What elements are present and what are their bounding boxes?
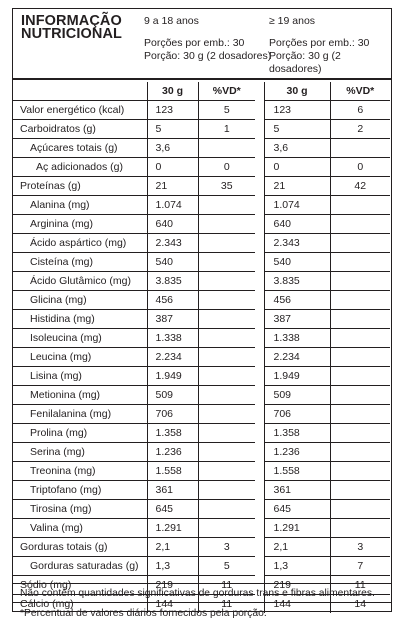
g2-vd: 6 [330, 100, 390, 119]
column-gap [255, 347, 264, 366]
g1-vd [198, 138, 255, 157]
g1-amount: 640 [147, 214, 198, 233]
g2-vd [330, 366, 390, 385]
column-gap [255, 328, 264, 347]
column-gap [255, 252, 264, 271]
g2-vd: 42 [330, 176, 390, 195]
group-portion: Porção: 30 g (2 dosadores) [144, 50, 272, 62]
g1-amount: 361 [147, 480, 198, 499]
g1-amount: 1.358 [147, 423, 198, 442]
nutrient-name: Aç adicionados (g) [13, 157, 147, 176]
g2-amount: 2.234 [264, 347, 330, 366]
nutrient-name: Cálcio (mg) [13, 594, 147, 613]
g1-vd [198, 461, 255, 480]
g1-amount: 1.338 [147, 328, 198, 347]
g1-amount: 540 [147, 252, 198, 271]
table-row [13, 252, 390, 271]
group-servings: Porções por emb.: 30 [269, 37, 370, 49]
column-gap [255, 271, 264, 290]
g1-vd [198, 423, 255, 442]
g2-amount: 706 [264, 404, 330, 423]
g1-vd: 1 [198, 119, 255, 138]
group-servings: Porções por emb.: 30 [144, 37, 245, 49]
table-row [13, 138, 390, 157]
g1-amount: 3.835 [147, 271, 198, 290]
g2-vd [330, 233, 390, 252]
g1-vd: 5 [198, 556, 255, 575]
g2-vd: 7 [330, 556, 390, 575]
g2-amount: 1.291 [264, 518, 330, 537]
g1-vd [198, 252, 255, 271]
column-gap [255, 366, 264, 385]
nutrient-name: Glicina (mg) [13, 290, 147, 309]
g1-vd: 11 [198, 575, 255, 594]
g2-amount: 1,3 [264, 556, 330, 575]
table-row [13, 119, 390, 138]
table-row [13, 214, 390, 233]
nutrient-name: Ácido Glutâmico (mg) [13, 271, 147, 290]
g2-vd [330, 461, 390, 480]
g1-amount: 1.236 [147, 442, 198, 461]
g2-amount: 144 [264, 594, 330, 613]
column-gap [255, 195, 264, 214]
table-row [13, 195, 390, 214]
nutrient-name: Carboidratos (g) [13, 119, 147, 138]
g2-amount: 0 [264, 157, 330, 176]
g2-vd [330, 423, 390, 442]
g2-amount: 1.358 [264, 423, 330, 442]
table-row [13, 404, 390, 423]
nutrient-name: Histidina (mg) [13, 309, 147, 328]
group-age: 9 a 18 anos [144, 15, 199, 27]
g1-amount: 1.949 [147, 366, 198, 385]
g2-vd [330, 404, 390, 423]
nutrient-name: Alanina (mg) [13, 195, 147, 214]
g2-vd [330, 195, 390, 214]
g1-vd [198, 233, 255, 252]
g1-amount: 645 [147, 499, 198, 518]
g2-amount: 2,1 [264, 537, 330, 556]
column-gap [255, 214, 264, 233]
g1-amount: 3,6 [147, 138, 198, 157]
g1-amount: 387 [147, 309, 198, 328]
g2-vd [330, 214, 390, 233]
nutrient-name: Lisina (mg) [13, 366, 147, 385]
g1-amount: 456 [147, 290, 198, 309]
column-gap [255, 176, 264, 195]
nutrient-name: Treonina (mg) [13, 461, 147, 480]
column-gap [255, 100, 264, 119]
g2-vd [330, 385, 390, 404]
table-row [13, 499, 390, 518]
nutrient-name: Fenilalanina (mg) [13, 404, 147, 423]
column-gap [255, 442, 264, 461]
footnote-trans-fat: Não contém quantidades significativas de gorduras trans e fibras alimentares. [13, 583, 391, 603]
column-gap [255, 556, 264, 575]
nutrient-name: Sódio (mg) [13, 575, 147, 594]
title-line-1: INFORMAÇÃO [21, 13, 122, 29]
g2-amount: 509 [264, 385, 330, 404]
g2-amount: 1.949 [264, 366, 330, 385]
g1-vd [198, 347, 255, 366]
nutrient-name: Gorduras totais (g) [13, 537, 147, 556]
g2-vd: 14 [330, 594, 390, 613]
column-gap [255, 385, 264, 404]
g1-vd: 11 [198, 594, 255, 613]
nutrient-name: Valina (mg) [13, 518, 147, 537]
g2-amount: 387 [264, 309, 330, 328]
nutrient-name: Valor energético (kcal) [13, 100, 147, 119]
g2-vd: 0 [330, 157, 390, 176]
g2-vd [330, 518, 390, 537]
g2-amount: 5 [264, 119, 330, 138]
table-row [13, 309, 390, 328]
g1-vd [198, 309, 255, 328]
g1-vd [198, 518, 255, 537]
g2-vd [330, 442, 390, 461]
nutrient-name: Metionina (mg) [13, 385, 147, 404]
g2-vd [330, 499, 390, 518]
table-row [13, 366, 390, 385]
column-gap [255, 480, 264, 499]
group-header-19-plus [269, 15, 391, 76]
nutrient-name: Tirosina (mg) [13, 499, 147, 518]
g1-amount: 2,1 [147, 537, 198, 556]
g2-vd [330, 138, 390, 157]
nutrient-name: Açúcares totais (g) [13, 138, 147, 157]
column-gap [255, 404, 264, 423]
g2-vd: 2 [330, 119, 390, 138]
nutrient-name: Triptofano (mg) [13, 480, 147, 499]
column-gap [255, 518, 264, 537]
g1-vd [198, 271, 255, 290]
header-g1-amount: 30 g [147, 82, 198, 100]
thick-divider [13, 78, 391, 80]
g1-vd: 5 [198, 100, 255, 119]
footnote-daily-values: *Percentual de valores diários fornecidos pela porção. [13, 602, 391, 621]
header-g2-vd: %VD* [330, 82, 390, 100]
title-line-2: NUTRICIONAL [21, 26, 122, 42]
header-g1-vd: %VD* [198, 82, 255, 100]
column-gap [255, 138, 264, 157]
g1-amount: 2.234 [147, 347, 198, 366]
column-gap [255, 119, 264, 138]
nutrient-name: Arginina (mg) [13, 214, 147, 233]
g2-amount: 540 [264, 252, 330, 271]
g2-vd: 11 [330, 575, 390, 594]
g2-amount: 123 [264, 100, 330, 119]
g1-amount: 1.291 [147, 518, 198, 537]
label-title [21, 15, 122, 41]
table-row [13, 423, 390, 442]
header-g2-amount: 30 g [264, 82, 330, 100]
g1-amount: 509 [147, 385, 198, 404]
table-row [13, 100, 390, 119]
g2-amount: 640 [264, 214, 330, 233]
g2-amount: 2.343 [264, 233, 330, 252]
g1-vd: 0 [198, 157, 255, 176]
column-gap [255, 499, 264, 518]
table-row [13, 385, 390, 404]
table-row [13, 480, 390, 499]
table-row [13, 157, 390, 176]
g1-amount: 123 [147, 100, 198, 119]
column-gap [255, 82, 264, 100]
g2-vd [330, 309, 390, 328]
g2-amount: 3.835 [264, 271, 330, 290]
table-row [13, 290, 390, 309]
nutrient-name: Ácido aspártico (mg) [13, 233, 147, 252]
g1-amount: 144 [147, 594, 198, 613]
g2-amount: 3,6 [264, 138, 330, 157]
group-header-9-18 [144, 15, 271, 63]
nutrition-facts-label [12, 8, 392, 619]
nutrient-name: Isoleucina (mg) [13, 328, 147, 347]
g1-vd [198, 499, 255, 518]
g1-vd: 35 [198, 176, 255, 195]
column-gap [255, 233, 264, 252]
g2-amount: 219 [264, 575, 330, 594]
nutrient-name: Cisteína (mg) [13, 252, 147, 271]
g2-vd [330, 328, 390, 347]
g1-vd [198, 290, 255, 309]
nutrient-name: Serina (mg) [13, 442, 147, 461]
column-gap [255, 157, 264, 176]
g1-vd [198, 214, 255, 233]
g1-vd: 3 [198, 537, 255, 556]
g2-amount: 645 [264, 499, 330, 518]
g1-vd [198, 195, 255, 214]
g2-vd [330, 347, 390, 366]
g1-amount: 1.074 [147, 195, 198, 214]
g1-amount: 706 [147, 404, 198, 423]
g1-amount: 1,3 [147, 556, 198, 575]
g1-amount: 2.343 [147, 233, 198, 252]
table-row [13, 537, 390, 556]
g2-amount: 1.074 [264, 195, 330, 214]
table-row [13, 461, 390, 480]
g1-vd [198, 480, 255, 499]
column-gap [255, 423, 264, 442]
column-gap [255, 290, 264, 309]
table-row [13, 347, 390, 366]
nutrient-name: Proteínas (g) [13, 176, 147, 195]
g1-amount: 5 [147, 119, 198, 138]
g2-amount: 1.558 [264, 461, 330, 480]
table-row [13, 518, 390, 537]
g2-amount: 21 [264, 176, 330, 195]
group-age: ≥ 19 anos [269, 15, 316, 27]
table-row [13, 556, 390, 575]
g2-amount: 1.236 [264, 442, 330, 461]
nutrient-name: Gorduras saturadas (g) [13, 556, 147, 575]
g2-amount: 456 [264, 290, 330, 309]
g1-vd [198, 385, 255, 404]
table-row [13, 442, 390, 461]
g2-amount: 361 [264, 480, 330, 499]
g1-amount: 0 [147, 157, 198, 176]
g1-vd [198, 366, 255, 385]
table-row [13, 271, 390, 290]
table-header-row [13, 82, 390, 100]
g2-vd [330, 480, 390, 499]
nutrition-table [13, 82, 390, 613]
header-nutrient [13, 82, 147, 100]
g2-vd [330, 290, 390, 309]
column-gap [255, 461, 264, 480]
g1-amount: 21 [147, 176, 198, 195]
g2-vd [330, 252, 390, 271]
g1-vd [198, 442, 255, 461]
table-row [13, 176, 390, 195]
g1-amount: 219 [147, 575, 198, 594]
g1-amount: 1.558 [147, 461, 198, 480]
g2-vd [330, 271, 390, 290]
table-row [13, 328, 390, 347]
table-row [13, 233, 390, 252]
nutrient-name: Leucina (mg) [13, 347, 147, 366]
nutrient-name: Prolina (mg) [13, 423, 147, 442]
column-gap [255, 309, 264, 328]
g2-vd: 3 [330, 537, 390, 556]
g1-vd [198, 328, 255, 347]
group-portion: Porção: 30 g (2 dosadores) [269, 50, 341, 75]
g2-amount: 1.338 [264, 328, 330, 347]
g1-vd [198, 404, 255, 423]
column-gap [255, 537, 264, 556]
